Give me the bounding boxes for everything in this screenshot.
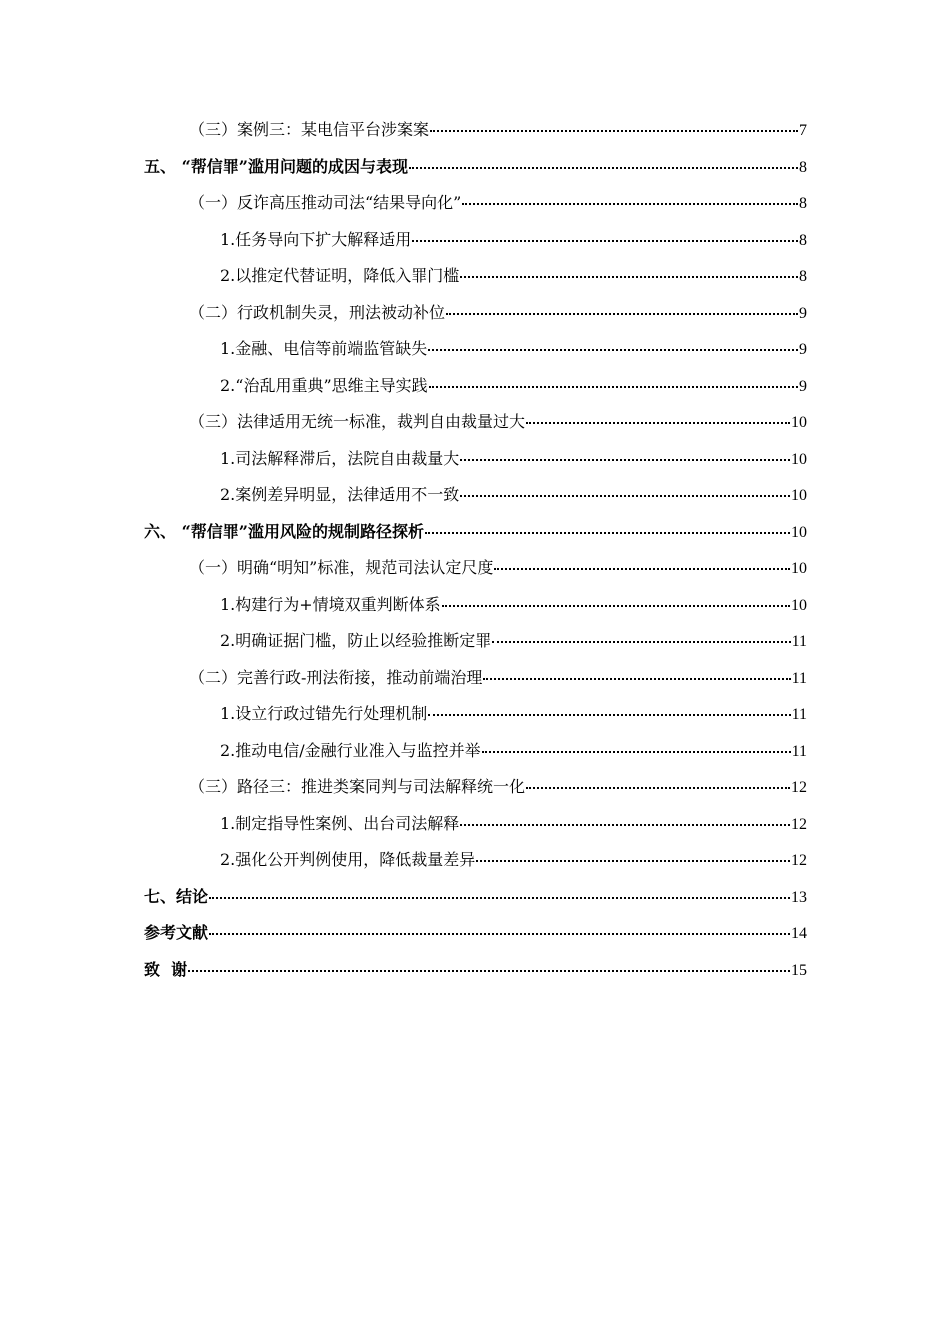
toc-entry[interactable] — [144, 514, 807, 551]
toc-page-number: 7 — [799, 122, 807, 139]
toc-entry-title: （三）路径三：推进类案同判与司法解释统一化 — [189, 777, 526, 796]
toc-entry-title: 1.司法解释滞后，法院自由裁量大 — [220, 448, 460, 468]
toc-dot-leader — [425, 516, 790, 534]
toc-dot-leader — [483, 662, 790, 680]
toc-entry[interactable] — [144, 769, 807, 806]
toc-entry[interactable] — [144, 222, 807, 259]
toc-entry[interactable] — [144, 295, 807, 332]
toc-page-number: 13 — [791, 888, 807, 906]
toc-page-number: 14 — [791, 925, 807, 942]
toc-page-number: 8 — [799, 158, 807, 176]
toc-dot-leader — [429, 370, 798, 388]
toc-page-number: 8 — [799, 195, 807, 212]
toc-entry[interactable] — [144, 185, 807, 222]
toc-entry[interactable] — [144, 258, 807, 295]
toc-dot-leader — [494, 552, 790, 570]
toc-entry-title: 1.制定指导性案例、出台司法解释 — [220, 813, 460, 833]
toc-page-number: 10 — [791, 487, 807, 504]
toc-entry[interactable] — [144, 149, 807, 186]
toc-page-number: 15 — [791, 961, 807, 979]
toc-entry[interactable] — [144, 331, 807, 368]
toc-dot-leader — [460, 479, 790, 497]
toc-page-number: 8 — [799, 268, 807, 285]
toc-entry[interactable] — [144, 842, 807, 879]
toc-entry-title: 2.案例差异明显，法律适用不一致 — [220, 485, 460, 504]
toc-entry-title: （一）反诈高压推动司法“结果导向化” — [189, 193, 462, 212]
toc-dot-leader — [526, 406, 790, 424]
toc-entry[interactable] — [144, 404, 807, 441]
toc-entry-title: 2.推动电信/金融行业准入与监控并举 — [220, 740, 481, 760]
toc-entry-title: （二）行政机制失灵，刑法被动补位 — [189, 302, 446, 322]
table-of-contents — [144, 112, 807, 988]
toc-page-number: 12 — [791, 852, 807, 869]
toc-entry[interactable] — [144, 623, 807, 660]
toc-entry[interactable] — [144, 112, 807, 149]
toc-dot-leader — [460, 808, 790, 826]
toc-entry-title: 六、 “帮信罪”滥用风险的规制路径探析 — [144, 521, 424, 541]
toc-entry-title: 参考文献 — [144, 923, 209, 942]
toc-page-number: 9 — [799, 341, 807, 358]
toc-dot-leader — [446, 297, 798, 315]
toc-dot-leader — [428, 698, 790, 716]
toc-dot-leader — [460, 260, 798, 278]
toc-entry[interactable] — [144, 915, 807, 952]
toc-dot-leader — [462, 187, 798, 205]
toc-entry-title: 五、 “帮信罪”滥用问题的成因与表现 — [144, 156, 408, 176]
toc-entry[interactable] — [144, 660, 807, 697]
toc-page-number: 10 — [791, 414, 807, 431]
toc-entry[interactable] — [144, 879, 807, 916]
toc-entry[interactable] — [144, 952, 807, 989]
toc-entry[interactable] — [144, 806, 807, 843]
toc-page-number: 10 — [791, 596, 807, 614]
toc-entry[interactable] — [144, 733, 807, 770]
toc-entry-title: （三）法律适用无统一标准，裁判自由裁量过大 — [189, 412, 526, 431]
toc-page-number: 12 — [791, 779, 807, 796]
toc-page-number: 10 — [791, 560, 807, 577]
toc-entry-title: 2.明确证据门槛，防止以经验推断定罪 — [220, 631, 492, 650]
toc-dot-leader — [430, 114, 798, 132]
toc-page-number: 12 — [791, 815, 807, 833]
toc-dot-leader — [442, 589, 790, 607]
toc-dot-leader — [526, 771, 790, 789]
toc-dot-leader — [412, 224, 798, 242]
toc-entry-title: 1.构建行为+情境双重判断体系 — [220, 594, 441, 614]
toc-entry[interactable] — [144, 550, 807, 587]
toc-page-number: 9 — [799, 304, 807, 322]
toc-dot-leader — [460, 443, 790, 461]
toc-entry-title: （二）完善行政-刑法衔接，推动前端治理 — [189, 667, 483, 687]
toc-page-number: 10 — [791, 523, 807, 541]
toc-entry[interactable] — [144, 368, 807, 405]
toc-dot-leader — [476, 844, 790, 862]
toc-page-number: 11 — [791, 742, 807, 760]
toc-page-number: 11 — [791, 669, 807, 687]
toc-dot-leader — [492, 625, 790, 643]
toc-dot-leader — [409, 151, 798, 169]
toc-entry[interactable] — [144, 477, 807, 514]
toc-page-number: 9 — [799, 377, 807, 395]
toc-entry[interactable] — [144, 441, 807, 478]
toc-entry-title: 致 谢 — [144, 959, 188, 979]
toc-entry-title: 2.以推定代替证明，降低入罪门槛 — [220, 266, 460, 285]
toc-entry-title: 1.任务导向下扩大解释适用 — [220, 229, 412, 249]
toc-page-number: 11 — [791, 706, 807, 723]
toc-page-number: 11 — [791, 633, 807, 650]
toc-dot-leader — [428, 333, 798, 351]
toc-dot-leader — [209, 881, 790, 899]
toc-dot-leader — [209, 917, 790, 935]
toc-entry-title: （一）明确“明知”标准，规范司法认定尺度 — [189, 558, 494, 577]
toc-entry-title: （三）案例三：某电信平台涉案案 — [189, 120, 430, 139]
toc-entry-title: 2.强化公开判例使用，降低裁量差异 — [220, 850, 476, 869]
toc-page-number: 10 — [791, 450, 807, 468]
toc-dot-leader — [188, 954, 790, 972]
toc-dot-leader — [482, 735, 791, 753]
toc-entry-title: 1.设立行政过错先行处理机制 — [220, 704, 428, 723]
toc-page-number: 8 — [799, 231, 807, 249]
toc-entry-title: 七、结论 — [144, 886, 209, 906]
toc-entry[interactable] — [144, 696, 807, 733]
toc-entry-title: 1.金融、电信等前端监管缺失 — [220, 339, 428, 358]
toc-entry[interactable] — [144, 587, 807, 624]
toc-entry-title: 2.“治乱用重典”思维主导实践 — [220, 375, 428, 395]
